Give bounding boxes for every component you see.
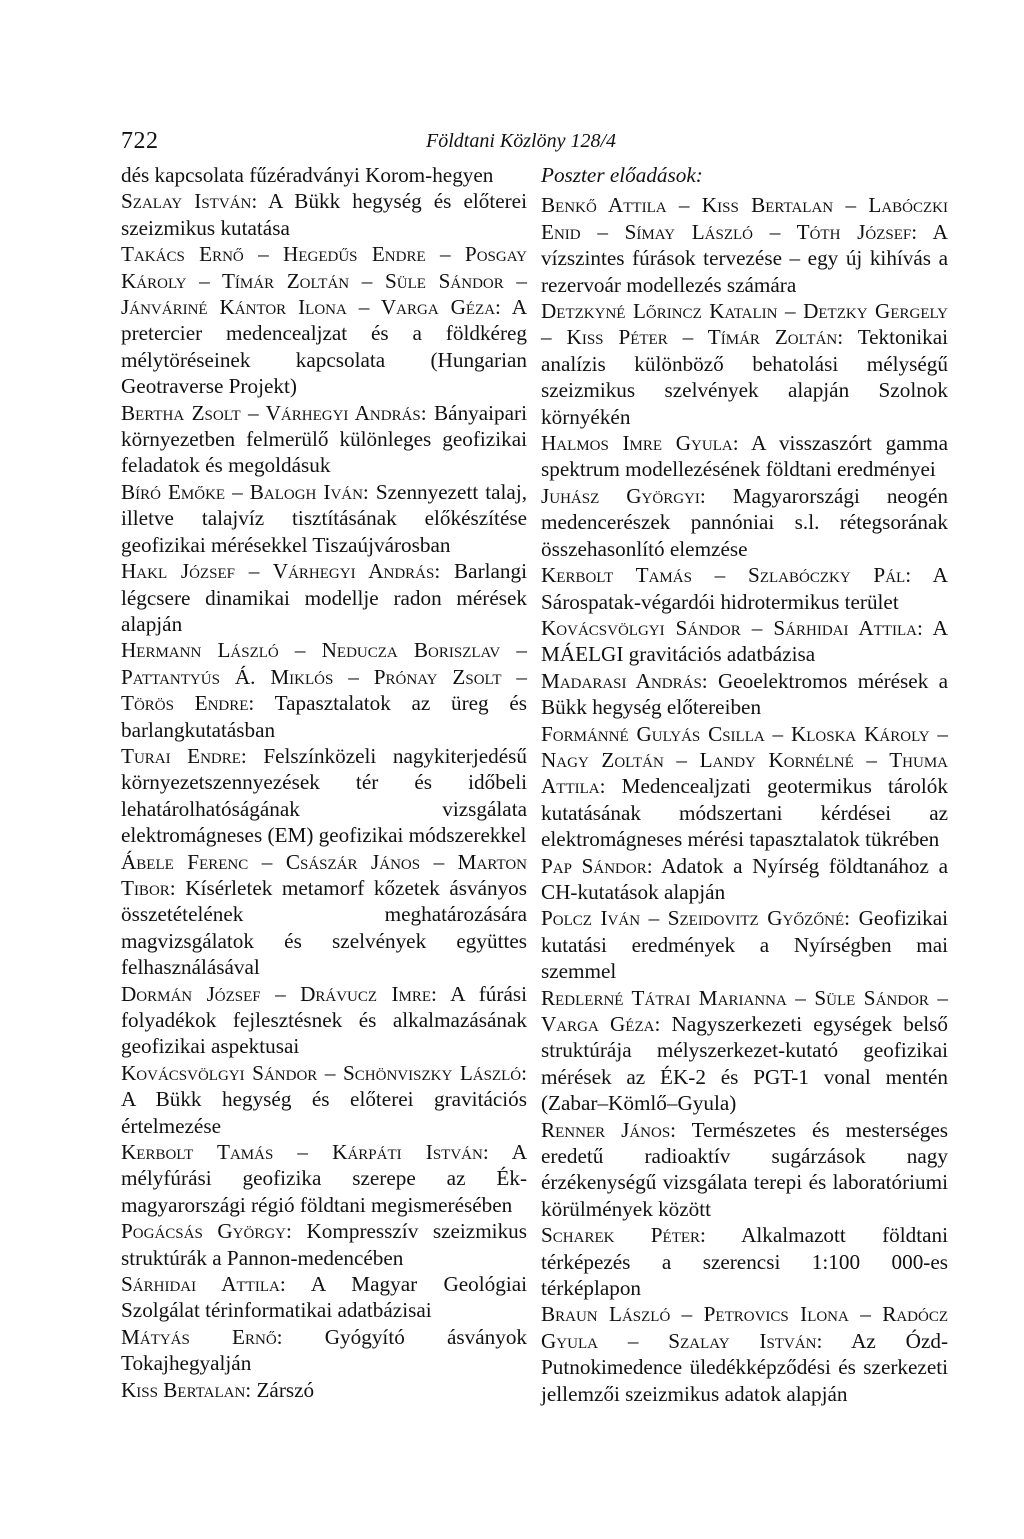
entry-title: A fúrási folyadékok fejlesztésnek és alkalmazásának geofizikai aspektusai bbox=[121, 981, 527, 1059]
entry-authors: Detzkyné Lőrincz Katalin – Detzky Gergely – Kiss Péter – Tímár Zoltán: bbox=[541, 299, 948, 350]
running-title: Földtani Közlöny 128/4 bbox=[426, 130, 616, 152]
program-entry bbox=[121, 849, 527, 981]
entry-authors: Kiss Bertalan: bbox=[121, 1377, 252, 1402]
program-entry bbox=[121, 1271, 527, 1324]
entry-title: Alkalmazott földtani térképezés a szerencsi 1:100 000-es térképlapon bbox=[541, 1223, 948, 1301]
entry-authors: Benkő Attila – Kiss Bertalan – Labóczki Enid – Símay László – Tóth József: bbox=[541, 193, 948, 244]
entry-title: A Bükk hegység és előterei gravitációs értelmezése bbox=[121, 1087, 527, 1138]
entry-title: Természetes és mesterséges eredetű radioaktív sugárzások nagy érzékenységű vizsgálata terepi és laboratóriumi körülmények között bbox=[541, 1117, 948, 1221]
entry-authors: Ábele Ferenc – Császár János – Marton Tibor: bbox=[121, 849, 527, 900]
entry-authors: Braun László – Petrovics Ilona – Radócz Gyula – Szalay István: bbox=[541, 1302, 948, 1353]
program-entry bbox=[541, 853, 948, 906]
entry-authors: Pap Sándor: bbox=[541, 853, 653, 878]
program-entry bbox=[541, 615, 948, 668]
program-entry bbox=[121, 479, 527, 558]
entry-title: Tektonikai analízis különböző behatolási mélységű szeizmikus szelvények alapján Szolnok környékén bbox=[541, 325, 948, 429]
entry-title: Medencealjzati geotermikus tárolók kutatásának módszertani kérdései az elektromágneses mérési tapasztalatok tükrében bbox=[541, 774, 948, 852]
entry-authors: Madarasi András: bbox=[541, 668, 708, 693]
entry-authors: Renner János: bbox=[541, 1117, 677, 1142]
program-entry bbox=[541, 483, 948, 562]
entry-authors: Juhász Györgyi: bbox=[541, 483, 706, 508]
program-entry bbox=[121, 188, 527, 241]
entry-authors: Kerbolt Tamás – Szlabóczky Pál: bbox=[541, 563, 912, 588]
entry-title: Geofizikai kutatási eredmények a Nyírségben mai szemmel bbox=[541, 906, 949, 984]
entry-authors: Sárhidai Attila: bbox=[121, 1272, 286, 1297]
entry-authors: Turai Endre: bbox=[121, 743, 247, 768]
program-entry bbox=[121, 1218, 527, 1271]
program-entry bbox=[541, 668, 948, 721]
entry-authors: Hakl József – Várhegyi András: bbox=[121, 559, 441, 584]
program-entry bbox=[541, 298, 948, 430]
program-entry bbox=[121, 743, 527, 849]
entry-title: A mélyfúrási geofizika szerepe az Ék-magyarországi régió földtani megismerésében bbox=[121, 1140, 527, 1217]
entry-authors: Bertha Zsolt – Várhegyi András: bbox=[121, 400, 427, 425]
program-entry bbox=[121, 1060, 527, 1139]
program-entry bbox=[121, 1324, 527, 1377]
program-entry bbox=[121, 241, 527, 399]
entry-title: Felszínközeli nagykiterjedésű környezetszennyezések tér és időbeli lehatárolhatóságának vizsgálata elektromágneses (EM) geofizikai módszerekkel bbox=[121, 743, 527, 848]
entry-title: dés kapcsolata fűzéradványi Korom-hegyen bbox=[121, 163, 494, 187]
program-entry bbox=[121, 1377, 527, 1403]
program-entry bbox=[121, 162, 527, 188]
program-entry bbox=[121, 637, 527, 743]
entry-title: A Sárospatak-végardói hidrotermikus terület bbox=[541, 563, 948, 614]
program-entry bbox=[541, 1117, 948, 1223]
program-entry bbox=[541, 721, 948, 853]
entry-title: Barlangi légcsere dinamikai modellje radon mérések alapján bbox=[121, 559, 527, 636]
program-entry bbox=[121, 1139, 527, 1218]
entry-title: A pretercier medencealjzat és a földkéreg mélytöréseinek kapcsolata (Hungarian Geotraverse Projekt) bbox=[121, 295, 527, 399]
entry-title: Az Ózd-Putnokimedence üledékképződési és szerkezeti jellemzői szeizmikus adatok alapján bbox=[541, 1328, 948, 1406]
entry-authors: Formánné Gulyás Csilla – Kloska Károly – Nagy Zoltán – Landy Kornélné – Thuma Attila: bbox=[541, 721, 948, 799]
entry-title: Nagyszerkezeti egységek belső struktúrája mélyszerkezet-kutató geofizikai mérések az ÉK-2 és PGT-1 vonal mentén (Zabar–Kömlő–Gyula) bbox=[541, 1012, 949, 1116]
entry-authors: Takács Ernő – Hegedűs Endre – Posgay Károly – Tímár Zoltán – Süle Sándor – Jánváriné Kántor Ilona – Varga Géza: bbox=[121, 242, 527, 320]
entry-authors: Halmos Imre Gyula: bbox=[541, 431, 739, 456]
program-entry bbox=[121, 400, 527, 479]
program-entry bbox=[121, 981, 527, 1060]
entry-title: Zárszó bbox=[256, 1377, 315, 1402]
entry-authors: Pogácsás György: bbox=[121, 1219, 292, 1244]
program-entry bbox=[541, 905, 948, 984]
program-entry bbox=[121, 558, 527, 637]
entry-authors: Redlerné Tátrai Marianna – Süle Sándor – Varga Géza: bbox=[541, 985, 948, 1036]
entry-title: Adatok a Nyírség földtanához a CH-kutatások alapján bbox=[541, 853, 948, 904]
entry-title: Gyógyító ásványok Tokajhegyalján bbox=[121, 1324, 528, 1376]
entry-authors: Dormán József – Drávucz Imre: bbox=[121, 981, 437, 1006]
entry-authors: Polcz Iván – Szeidovitz Győzőné: bbox=[541, 906, 851, 931]
entry-title: A visszaszórt gamma spektrum modellezésének földtani eredményei bbox=[541, 431, 948, 482]
entry-authors: Bíró Emőke – Balogh Iván: bbox=[121, 479, 369, 504]
entry-authors: Kovácsvölgyi Sándor – Schönviszky László: bbox=[121, 1060, 527, 1085]
program-entry bbox=[541, 985, 948, 1117]
poster-section-heading: Poszter előadások: bbox=[541, 163, 703, 187]
entry-authors: Kerbolt Tamás – Kárpáti István: bbox=[121, 1140, 489, 1165]
entry-authors: Scharek Péter: bbox=[541, 1223, 706, 1248]
entry-title: Szennyezett talaj, illetve talajvíz tisztításának előkészítése geofizikai mérésekkel Tiszaújvárosban bbox=[121, 479, 528, 557]
page-header bbox=[121, 128, 910, 160]
entry-title: A MÁELGI gravitációs adatbázisa bbox=[541, 615, 948, 667]
entry-title: Bányaipari környezetben felmerülő különleges geofizikai feladatok és megoldásuk bbox=[121, 400, 527, 478]
entry-title: A vízszintes fúrások tervezése – egy új kihívás a rezervoár modellezés számára bbox=[541, 219, 948, 297]
entry-title: Tapasztalatok az üreg és barlangkutatásban bbox=[121, 691, 527, 742]
page-number: 722 bbox=[121, 128, 159, 154]
entry-title: Geoelektromos mérések a Bükk hegység előtereiben bbox=[541, 668, 948, 720]
program-entry bbox=[541, 430, 948, 483]
entry-title: Magyarországi neogén medencerészek pannóniai s.l. rétegsorának összehasonlító elemzése bbox=[541, 483, 949, 561]
entry-authors: Hermann László – Neducza Boriszlav – Pattantyús Á. Miklós – Prónay Zsolt – Törös Endre: bbox=[121, 638, 527, 716]
entry-authors: Kovácsvölgyi Sándor – Sárhidai Attila: bbox=[541, 615, 923, 640]
entry-title: Kísérletek metamorf kőzetek ásványos összetételének meghatározására magvizsgálatok és szelvények együttes felhasználásával bbox=[121, 875, 528, 980]
program-entry bbox=[541, 562, 948, 615]
entry-authors: Szalay István: bbox=[121, 189, 258, 214]
program-entry bbox=[541, 1301, 948, 1407]
left-column bbox=[121, 162, 527, 1403]
entry-title: Kompresszív szeizmikus struktúrák a Pannon-medencében bbox=[121, 1219, 528, 1270]
entry-title: A Bükk hegység és előterei szeizmikus kutatása bbox=[121, 189, 527, 240]
right-column bbox=[541, 162, 948, 1407]
entry-authors: Mátyás Ernő: bbox=[121, 1324, 283, 1349]
program-entry bbox=[541, 192, 948, 298]
entry-title: A Magyar Geológiai Szolgálat térinformatikai adatbázisai bbox=[121, 1272, 527, 1323]
program-entry bbox=[541, 1222, 948, 1301]
